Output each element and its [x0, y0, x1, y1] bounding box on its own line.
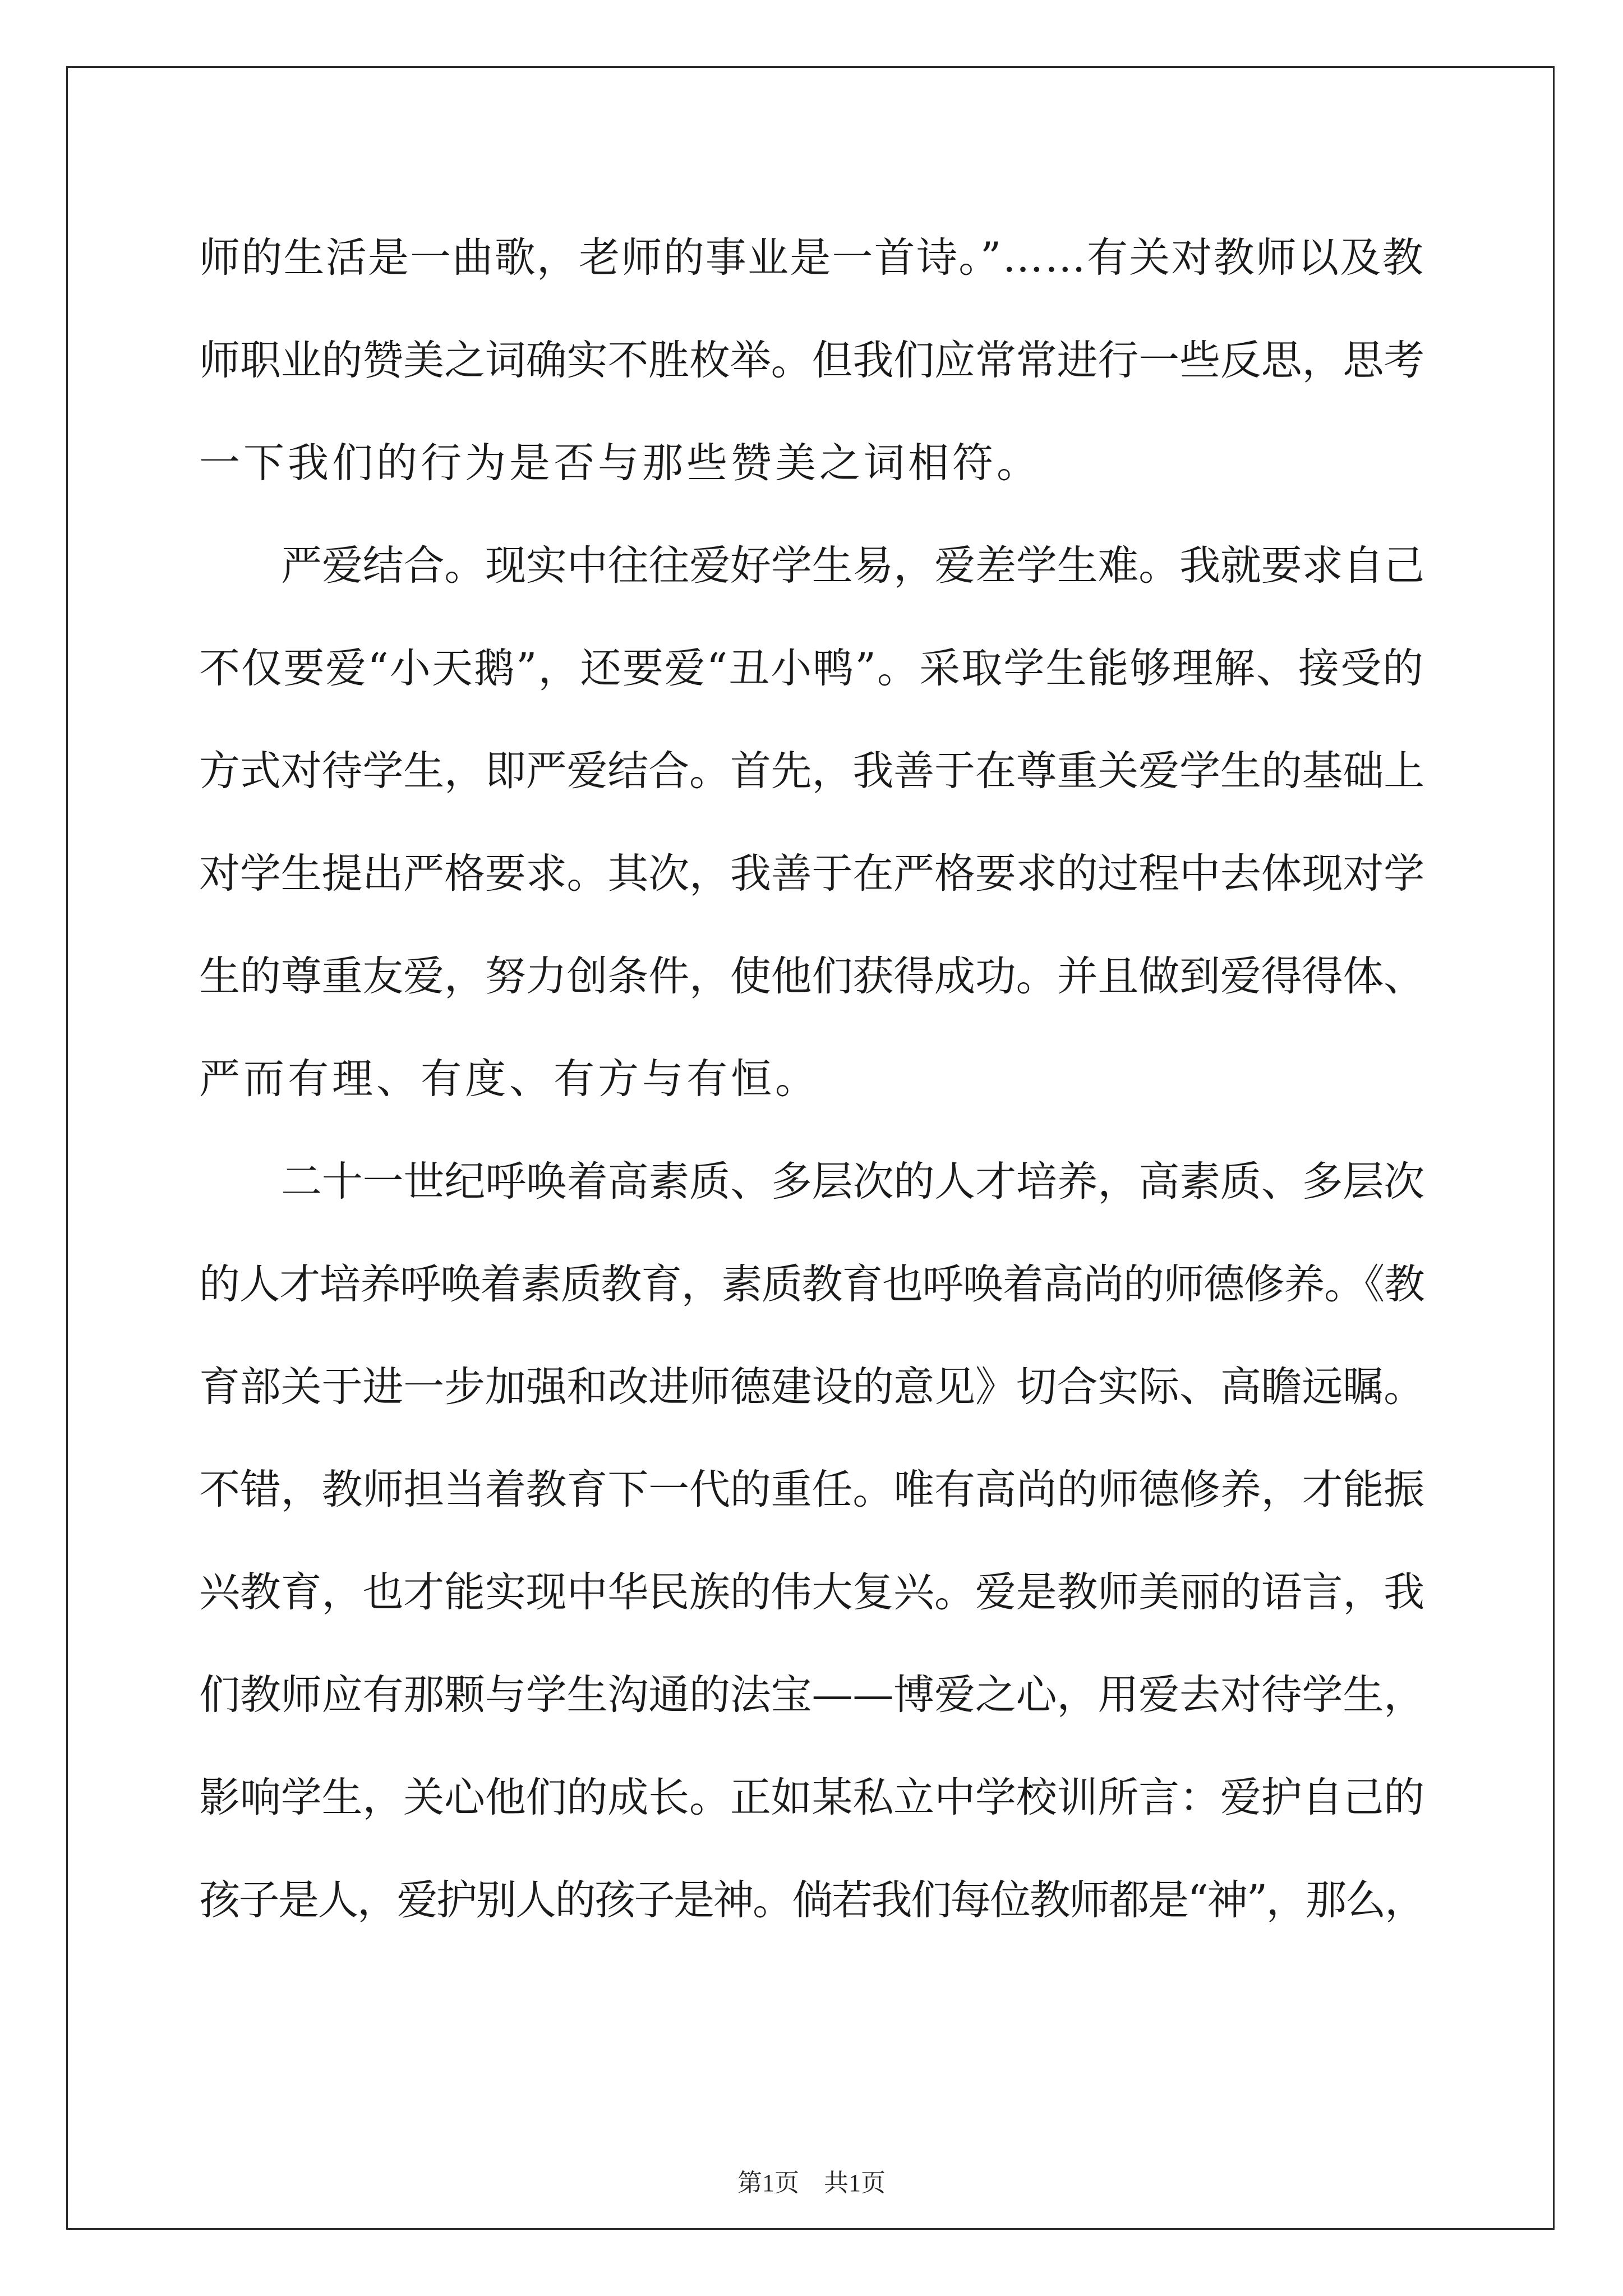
paragraph-first-line: 严爱结合。现实中往往爱好学生易，爱差学生难。我就要求自己 [281, 542, 1424, 590]
text-line: 的人才培养呼唤着素质教育，素质教育也呼唤着高尚的师德修养。《教 [199, 1260, 1424, 1308]
text-line: 不仅要爱“小天鹅”，还要爱“丑小鸭”。采取学生能够理解、接受的 [199, 645, 1425, 692]
text-line: 严而有理、有度、有方与有恒。 [199, 1055, 819, 1103]
text-line: 孩子是人，爱护别人的孩子是神。倘若我们每位教师都是“神”，那么， [199, 1876, 1424, 1924]
page-number-footer: 第1页 共1页 [737, 2169, 886, 2197]
text-line: 兴教育，也才能实现中华民族的伟大复兴。爱是教师美丽的语言，我 [199, 1568, 1424, 1616]
text-line: 师职业的赞美之词确实不胜枚举。但我们应常常进行一些反思，思考 [199, 337, 1424, 384]
paragraph-first-line: 二十一世纪呼唤着高素质、多层次的人才培养，高素质、多层次 [281, 1158, 1424, 1205]
text-line: 对学生提出严格要求。其次，我善于在严格要求的过程中去体现对学 [199, 850, 1424, 898]
text-line: 师的生活是一曲歌，老师的事业是一首诗。”……有关对教师以及教 [199, 234, 1424, 282]
text-line: 一下我们的行为是否与那些赞美之词相符。 [199, 439, 1041, 487]
text-line: 生的尊重友爱，努力创条件，使他们获得成功。并且做到爱得得体、 [199, 953, 1424, 1000]
text-line: 影响学生，关心他们的成长。正如某私立中学校训所言：爱护自己的 [199, 1774, 1424, 1821]
text-line: 育部关于进一步加强和改进师德建设的意见》切合实际、高瞻远瞩。 [199, 1363, 1424, 1411]
text-line: 不错，教师担当着教育下一代的重任。唯有高尚的师德修养，才能振 [199, 1466, 1424, 1513]
text-line: 们教师应有那颗与学生沟通的法宝——博爱之心，用爱去对待学生， [199, 1671, 1424, 1719]
text-line: 方式对待学生，即严爱结合。首先，我善于在尊重关爱学生的基础上 [199, 747, 1424, 795]
